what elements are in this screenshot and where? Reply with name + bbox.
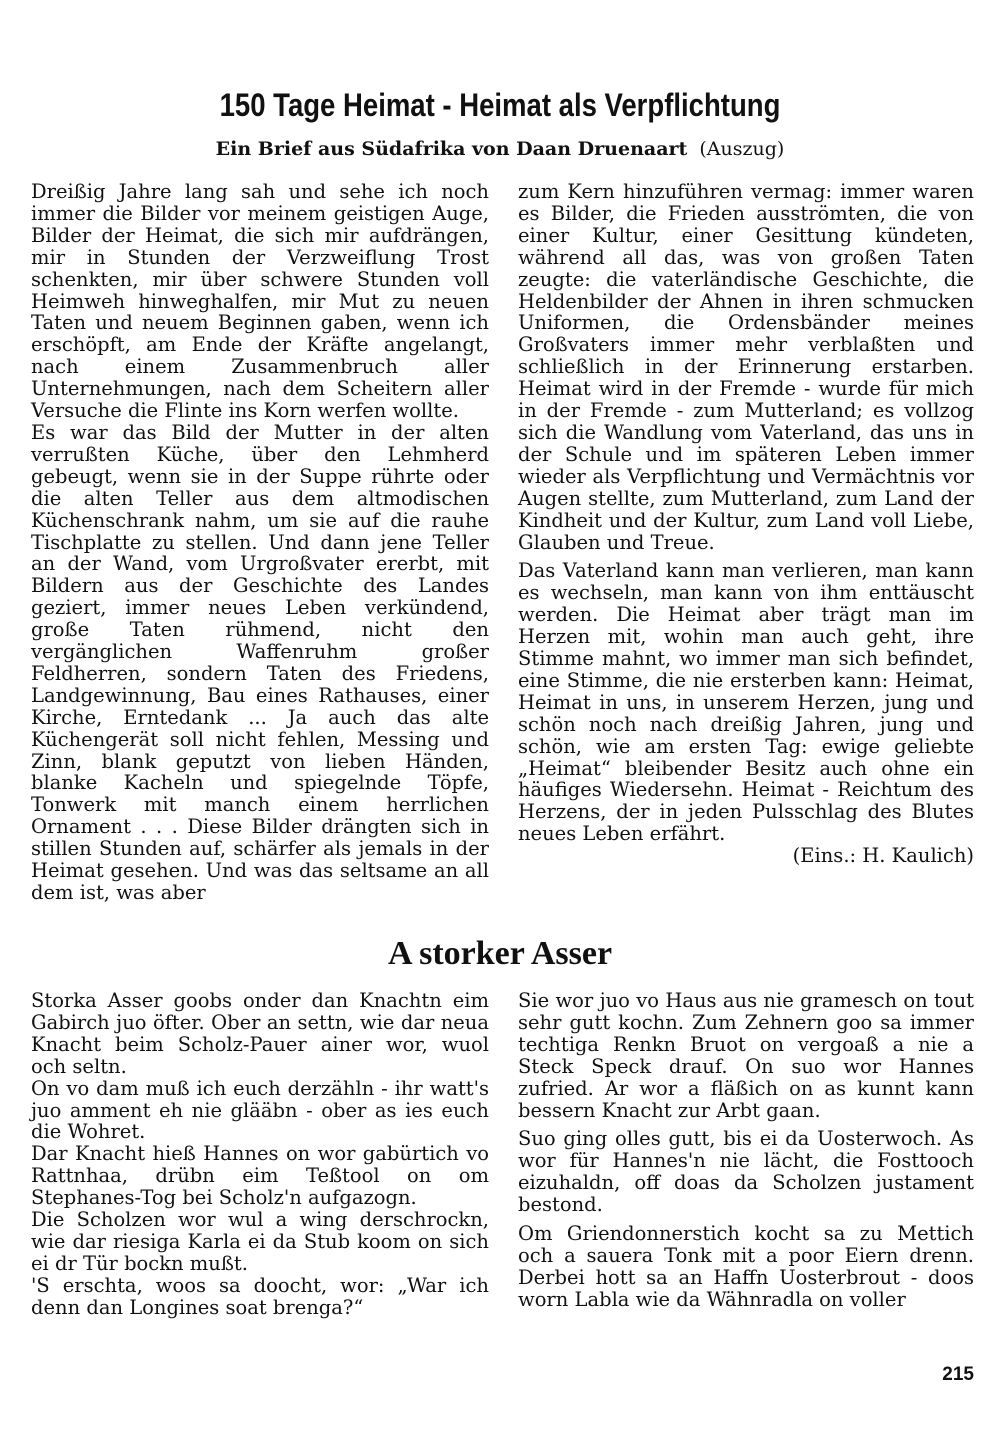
article2-title: A storker Asser xyxy=(387,935,613,972)
paragraph: Dreißig Jahre lang sah und sehe ich noch immer die Bilder vor meinem geistigen Auge, Bilder der Heimat, die sich mir aufdrängen, mir in Stunden der Verzweiflung Trost schenkten, mir über schwere Stunden voll Heimweh hinweghalfen, mir Mut zu neuen Taten und neuem Beginnen gaben, wenn ich erschöpft, am Ende der Kräfte angelangt, nach einem Zusammenbruch aller Unternehmungen, nach dem Scheitern aller Versuche die Flinte ins Korn werfen wollte. xyxy=(31,180,489,423)
paragraph: Das Vaterland kann man verlieren, man kann es wechseln, man kann von ihm enttäuscht werden. Die Heimat aber trägt man im Herzen mit, wohin man auch geht, ihre Stimme mahnt, wo immer man sich befindet, eine Stimme, die nie ersterben kann: Heimat, Heimat in uns, in unserem Herzen, jung und schön noch nach dreißig Jahren, jung und schön, wie am ersten Tag: ewige geliebte „Heimat“ bleibender Besitz auch ohne ein häufiges Wiedersehn. Heimat - Reichtum des Herzens, der in jeden Pulsschlag des Blutes neues Leben erfährt. xyxy=(518,559,974,846)
paragraph: Suo ging olles gutt, bis ei da Uosterwoch. As wor für Hannes'n nie lächt, die Fosttooch eizuhaldn, off doas da Scholzen justament bestond. xyxy=(518,1127,974,1217)
signature: (Eins.: H. Kaulich) xyxy=(792,844,974,868)
article-subtitle xyxy=(0,136,1000,162)
article-title: 150 Tage Heimat - Heimat als Verpflichtung xyxy=(219,87,781,123)
paragraph: Storka Asser goobs onder dan Knachtn eim Gabirch juo öfter. Ober an settn, wie dar neua Knacht beim Scholz-Pauer ainer wor, wuol och seltn. xyxy=(31,989,489,1078)
page-number: 215 xyxy=(942,1364,974,1385)
paragraph: Es war das Bild der Mutter in der alten verrußten Küche, über den Lehmherd gebeugt, wenn sie in der Suppe rührte oder die alten Teller aus dem altmodischen Küchenschrank nahm, um sie auf die rauhe Tischplatte zu stellen. Und dann jene Teller an der Wand, vom Urgroßvater ererbt, mit Bildern aus der Geschichte des Landes geziert, immer neues Leben verkündend, große Taten rühmend, nicht den vergänglichen Waffenruhm großer Feldherren, sondern Taten des Friedens, Landgewinnung, Bau eines Rathauses, einer Kirche, Erntedank ... Ja auch das alte Küchengerät soll nicht fehlen, Messing und Zinn, blank geputzt von lieben Händen, blanke Kacheln und spiegelnde Töpfe, Tonwerk mit manch einem herrlichen Ornament . . . Diese Bilder drängten sich in stillen Stunden auf, schärfer als jemals in der Heimat gesehen. Und was das seltsame an all dem ist, was aber xyxy=(31,420,489,904)
paragraph: 'S erschta, woos sa doocht, wor: „War ich denn dan Longines soat brenga?“ xyxy=(31,1273,489,1319)
article2-left-column xyxy=(31,990,489,1319)
paragraph: Die Scholzen wor wul a wing derschrockn, wie dar riesiga Karla ei da Stub koom on sich ei dr Tür bockn mußt. xyxy=(31,1208,489,1275)
paragraph: Om Griendonnerstich kocht sa zu Mettich och a sauera Tonk mit a poor Eiern drenn. Derbei hott sa an Haffn Uosterbrout - doos worn Labla wie da Wähnradla on voller xyxy=(518,1222,974,1311)
paragraph: Dar Knacht hieß Hannes on wor gabürtich vo Rattnhaa, drübn eim Teßtool on om Stephanes-Tog bei Scholz'n aufgazogn. xyxy=(31,1142,489,1210)
article1-right-column xyxy=(518,181,974,867)
excerpt-note: (Auszug) xyxy=(699,138,785,160)
paragraph: On vo dam muß ich euch derzähln - ihr watt's juo amment eh nie glääbn - ober as ies euch die Wohret. xyxy=(31,1076,489,1144)
subtitle-author-line: Ein Brief aus Südafrika von Daan Druenaart xyxy=(215,138,688,160)
paragraph: zum Kern hinzuführen vermag: immer waren es Bilder, die Frieden ausströmten, die von einer Kultur, einer Gesittung kündeten, während all das, was von großen Taten zeugte: die vaterländische Geschichte, die Heldenbilder der Ahnen in ihren schmucken Uniformen, die Ordensbänder meines Großvaters immer mehr verblaßten und schließlich in der Erinnerung erstarben. Heimat wird in der Fremde - wurde für mich in der Fremde - zum Mutterland; es vollzog sich die Wandlung vom Vaterland, das uns in der Schule und im späteren Leben immer wieder als Verpflichtung und Vermächtnis vor Augen stellte, zum Mutterland, zum Land der Kindheit und der Kultur, zum Land voll Liebe, Glauben und Treue. xyxy=(518,180,974,554)
article2-right-column xyxy=(518,990,974,1311)
article1-left-column xyxy=(31,181,489,904)
paragraph: Sie wor juo vo Haus aus nie gramesch on tout sehr gutt kochn. Zum Zehnern goo sa immer techtiga Renkn Bruot on vergoaß a nie a Steck Speck drauf. On suo wor Hannes zufried. Ar wor a fläßich on as kunnt kann bessern Knacht zur Arbt gaan. xyxy=(518,989,974,1122)
